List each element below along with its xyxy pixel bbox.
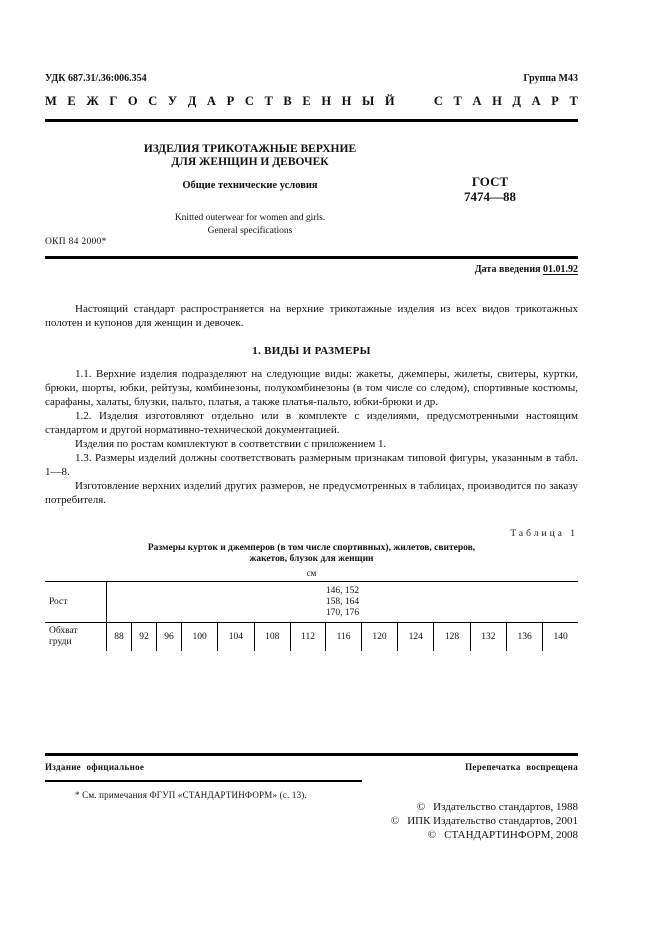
section-body (45, 367, 578, 507)
letter: А (531, 94, 541, 108)
label-line: груди (49, 637, 72, 647)
effective-date-value: 01.01.92 (543, 264, 578, 275)
table-caption-line: Размеры курток и джемперов (в том числе спортивных), жилетов, свитеров, (147, 543, 476, 553)
gost-number: 7474—88 (464, 189, 516, 204)
chest-cell: 136 (507, 623, 543, 652)
clause-1-1: 1.1. Верхние изделия подразделяют на следующие виды: жакеты, джемперы, жилеты, свитеры, куртки, брюки, шорты, юбки, рейтузы, комбинезоны, полукомбинезоны (в том числе со следом), спортивные костюмы, сарафаны, халаты, блузки, пальто, платья, а также платья-пальто, юбки-брюки и др. (45, 368, 578, 408)
header-rule (45, 119, 578, 122)
group-code: Группа М43 (523, 73, 578, 84)
word-gap (405, 94, 423, 109)
copyright-block (391, 800, 578, 842)
letter: Р (226, 94, 235, 108)
clause-1-2: 1.2. Изделия изготовляют отдельно или в комплекте с изделиями, предусмотренными настоящим стандартом и другой нормативно-технической документацией. (45, 410, 578, 436)
udk-code: УДК 687.31/.36:006.354 (45, 73, 147, 84)
chest-cell: 96 (156, 623, 181, 652)
clause-1-2-note: Изделия по ростам комплектуют в соответствии с приложением 1. (75, 438, 387, 450)
letter: А (206, 94, 216, 108)
height-value: 170, 176 (325, 607, 360, 618)
chest-cell: 132 (470, 623, 506, 652)
letter: Н (321, 94, 332, 108)
intro-paragraph (45, 302, 578, 330)
chest-cell: 88 (107, 623, 132, 652)
chest-cell: 92 (131, 623, 156, 652)
table-caption-line: жакетов, блузок для женщин (249, 554, 374, 564)
document-title (100, 143, 400, 169)
chest-cell: 124 (398, 623, 434, 652)
letter: Д (187, 94, 197, 108)
title-line: ДЛЯ ЖЕНЩИН И ДЕВОЧЕК (171, 156, 329, 168)
letter: Т (453, 94, 462, 108)
letter: С (433, 94, 443, 108)
letter: Т (264, 94, 273, 108)
copyright-line (391, 828, 578, 842)
document-subtitle: Общие технические условия (182, 180, 318, 191)
gost-designation (440, 174, 540, 204)
height-values (107, 582, 579, 623)
gost-label: ГОСТ (471, 174, 509, 189)
copyright-text: СТАНДАРТИНФОРМ, 2008 (444, 829, 578, 841)
table-row-chest (45, 623, 578, 652)
height-value: 146, 152 (325, 585, 360, 596)
letter: С (148, 94, 158, 108)
table-row-height (45, 582, 578, 623)
effective-date (475, 264, 578, 275)
letter: У (167, 94, 178, 108)
title-line: ИЗДЕЛИЯ ТРИКОТАЖНЫЕ ВЕРХНИЕ (143, 143, 357, 155)
letter: В (283, 94, 292, 108)
label-line: Обхват (49, 626, 78, 636)
english-title (100, 212, 400, 238)
letter: Г (109, 94, 118, 108)
reprint-prohibited-label: Перепечатка воспрещена (465, 762, 578, 772)
copyright-line (391, 800, 578, 814)
standard-type-heading (45, 94, 578, 109)
okp-code: ОКП 84 2000* (45, 237, 107, 247)
letter: М (45, 94, 57, 108)
letter: Е (67, 94, 76, 108)
footer-rule (45, 753, 578, 756)
letter: Й (384, 94, 395, 108)
letter: Ж (86, 94, 99, 108)
footnote-rule (45, 780, 362, 782)
official-edition-label: Издание официальное (45, 762, 145, 772)
chest-cell: 128 (434, 623, 470, 652)
chest-cell: 140 (543, 623, 578, 652)
english-title-line: Knitted outerwear for women and girls. (174, 213, 326, 223)
chest-cell: 100 (181, 623, 217, 652)
copyright-line (391, 814, 578, 828)
letter: Ы (362, 94, 375, 108)
english-title-line: General specifications (207, 226, 293, 236)
chest-cell: 120 (361, 623, 397, 652)
clause-1-3: 1.3. Размеры изделий должны соответствовать размерным признакам типовой фигуры, указанным в табл. 1—8. (45, 452, 578, 478)
chest-cell: 116 (326, 623, 361, 652)
effective-date-label: Дата введения (474, 264, 541, 275)
row-label-chest (45, 623, 107, 652)
copyright-text: ИПК Издательство стандартов, 2001 (407, 815, 578, 827)
copyright-text: Издательство стандартов, 1988 (433, 801, 578, 813)
letter: А (472, 94, 482, 108)
row-label-height: Рост (45, 582, 107, 623)
copyright-icon: © (390, 815, 400, 827)
table-caption (45, 543, 578, 565)
copyright-icon: © (427, 829, 437, 841)
letter: Т (569, 94, 578, 108)
title-rule (45, 256, 578, 259)
letter: Е (302, 94, 311, 108)
chest-cell: 108 (254, 623, 290, 652)
clause-1-3-note: Изготовление верхних изделий других размеров, не предусмотренных в таблицах, производится по заказу потребителя. (45, 480, 578, 506)
height-value: 158, 164 (325, 596, 360, 607)
chest-cell: 112 (290, 623, 325, 652)
section-heading: 1. ВИДЫ И РАЗМЕРЫ (252, 345, 371, 357)
letter: О (127, 94, 138, 108)
table-unit: см (306, 568, 317, 578)
table-number: Таблица 1 (510, 529, 578, 539)
chest-cell: 104 (218, 623, 254, 652)
letter: Н (492, 94, 502, 108)
letter: Р (551, 94, 559, 108)
copyright-icon: © (416, 801, 426, 813)
size-table (45, 581, 578, 651)
intro-text: Настоящий стандарт распространяется на верхние трикотажные изделия из всех видов трикотажных полотен и купонов для женщин и девочек. (45, 303, 578, 329)
letter: Н (341, 94, 352, 108)
letter: Д (512, 94, 522, 108)
letter: С (244, 94, 254, 108)
footnote: * См. примечания ФГУП «СТАНДАРТИНФОРМ» (с. 13). (75, 790, 307, 800)
